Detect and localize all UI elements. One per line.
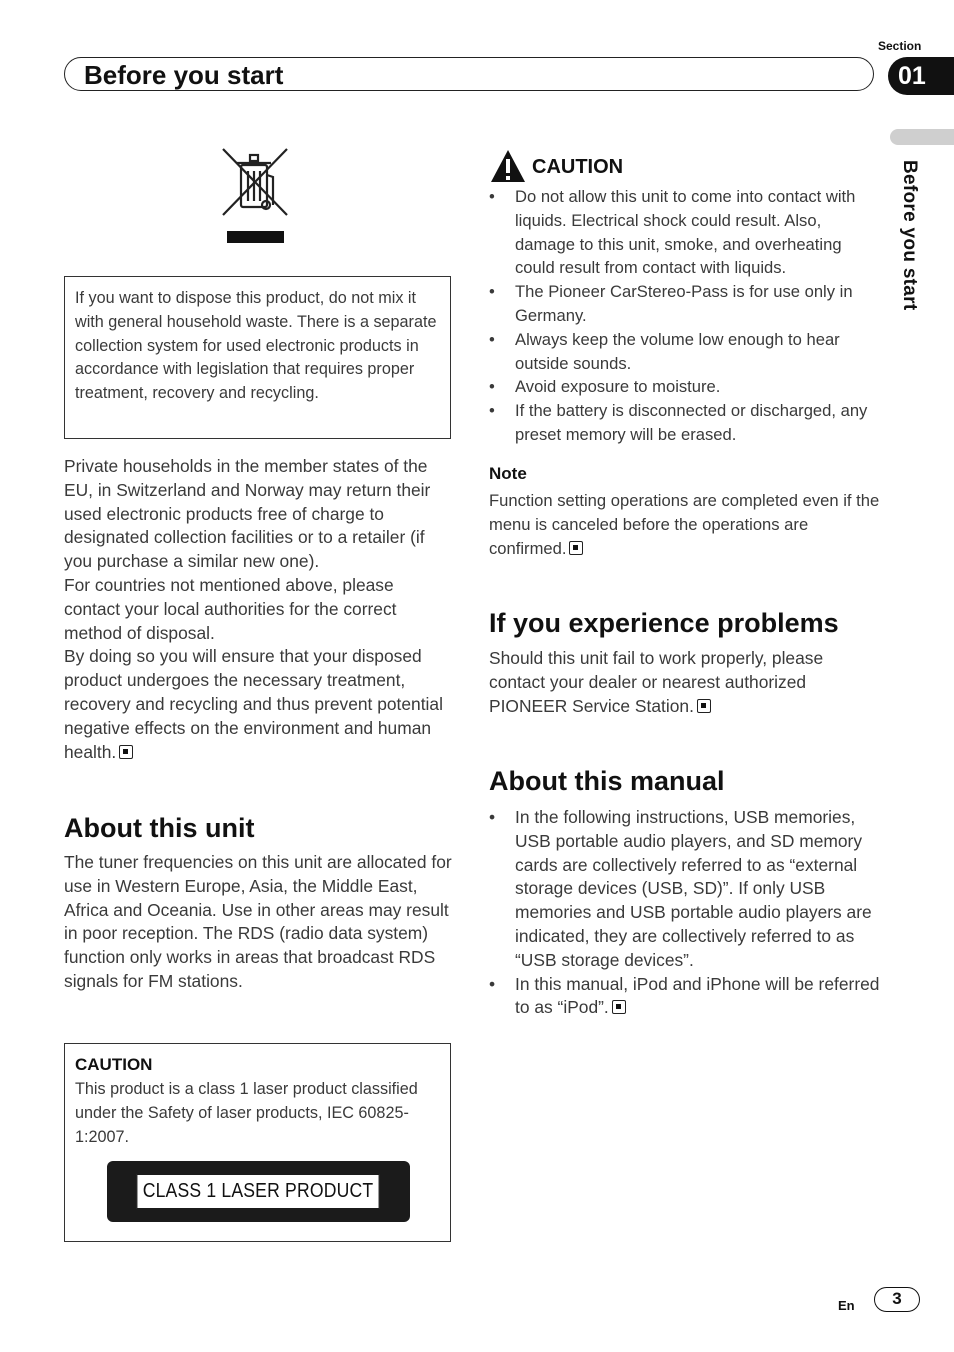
problems-heading: If you experience problems [489, 608, 839, 638]
disposal-paragraph-3: By doing so you will ensure that your disposed product undergoes the necessary treatment, recovery and recycling and thus prevent potential negative effects on the environment and human health. [64, 646, 443, 762]
caution-item: • If the battery is disconnected or discharged, any preset memory will be erased. [489, 399, 879, 447]
class-1-laser-label [107, 1161, 410, 1222]
disposal-paragraph-1: Private households in the member states of the EU, in Switzerland and Norway may return their used electronic products free of charge to designated collection facilities or to a retailer (if you purchase a similar new one). [64, 456, 431, 572]
end-mark-icon [697, 699, 711, 713]
caution-item: • Do not allow this unit to come into contact with liquids. Electrical shock could result. Also, damage to this unit, smoke, and overheating could result from contact with liquids. [489, 185, 879, 280]
end-mark-icon [612, 1000, 626, 1014]
page-number: 3 [874, 1287, 920, 1312]
crossed-out-wheelie-bin-icon [221, 147, 291, 245]
caution-title: CAUTION [532, 156, 624, 178]
laser-caution-title: CAUTION [75, 1055, 153, 1074]
about-manual-list [489, 806, 881, 1020]
disposal-paragraphs [64, 455, 452, 764]
about-manual-item: • In the following instructions, USB memories, USB portable audio players, and SD memory cards are collectively referred to as “external storage devices (USB, SD)”. If only USB memories and USB portable audio players are indicated, they are collectively referred to as “USB storage devices”. [489, 806, 881, 973]
caution-item: • Always keep the volume low enough to hear outside sounds. [489, 328, 879, 376]
disposal-paragraph-2: For countries not mentioned above, please contact your local authorities for the correct method of disposal. [64, 574, 397, 643]
about-unit-text: The tuner frequencies on this unit are allocated for use in Western Europe, Asia, the Middle East, Africa and Oceania. Use in other areas may result in poor reception. The RDS (radio data system) function only works in areas that broadcast RDS signals for FM stations. [64, 852, 452, 991]
note-title: Note [489, 464, 527, 483]
caution-item: • The Pioneer CarStereo-Pass is for use only in Germany. [489, 280, 879, 328]
end-mark-icon [119, 745, 133, 759]
note-text: Function setting operations are completed even if the menu is canceled before the operations are confirmed. [489, 491, 880, 558]
section-label: Section [878, 39, 922, 53]
language-code: En [838, 1298, 855, 1313]
disposal-notice-box [64, 276, 451, 439]
side-tab-label: Before you start [899, 160, 920, 311]
about-manual-item: • In this manual, iPod and iPhone will be referred to as “iPod”. [489, 973, 881, 1021]
section-number-badge: 01 [888, 57, 954, 95]
laser-caution-text: This product is a class 1 laser product classified under the Safety of laser products, IEC 60825-1:2007. [75, 1080, 418, 1146]
about-unit-heading: About this unit [64, 813, 255, 843]
end-mark-icon [569, 541, 583, 555]
caution-item: • Avoid exposure to moisture. [489, 375, 879, 399]
side-tab-marker [890, 129, 954, 145]
problems-text: Should this unit fail to work properly, please contact your dealer or nearest authorized PIONEER Service Station. [489, 648, 824, 716]
warning-triangle-icon [489, 148, 527, 184]
laser-label-text: CLASS 1 LASER PRODUCT [137, 1174, 380, 1209]
disposal-notice-text: If you want to dispose this product, do not mix it with general household waste. There is a separate collection system for used electronic products in accordance with legislation that requires proper treatment, recovery and recycling. [75, 289, 437, 403]
page-title: Before you start [84, 60, 284, 90]
caution-list [489, 185, 879, 447]
about-manual-heading: About this manual [489, 766, 725, 796]
